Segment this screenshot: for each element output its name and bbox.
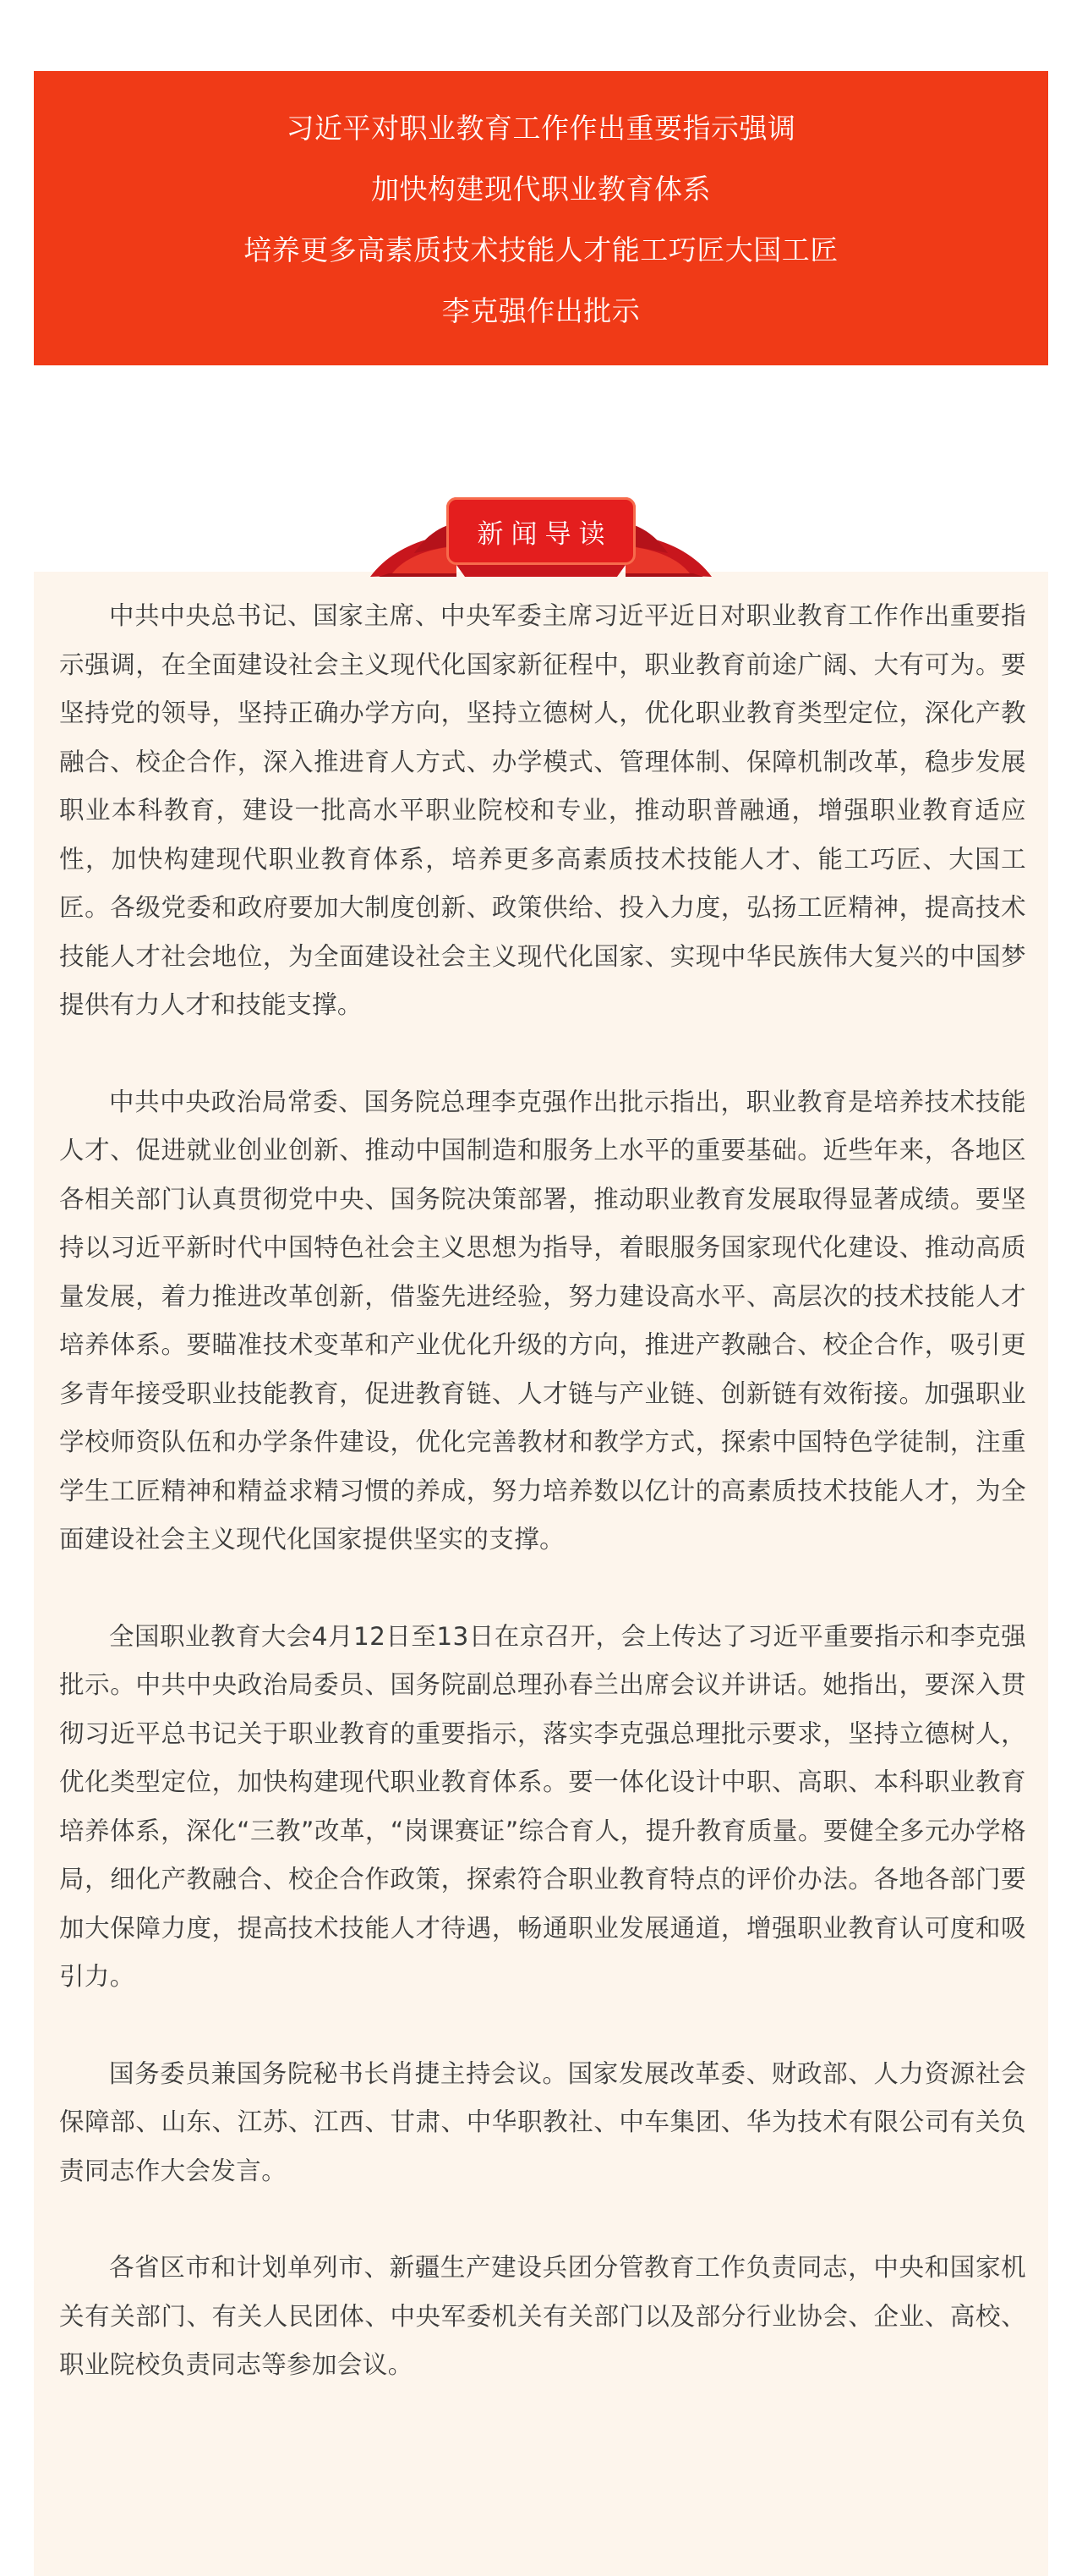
headline-banner	[34, 71, 1048, 365]
article-paragraph-2: 中共中央政治局常委、国务院总理李克强作出批示指出，职业教育是培养技术技能人才、促进就业创业创新、推动中国制造和服务上水平的重要基础。近些年来，各地区各相关部门认真贯彻党中央、国务院决策部署，推动职业教育发展取得显著成绩。要坚持以习近平新时代中国特色社会主义思想为指导，着眼服务国家现代化建设、推动高质量发展，着力推进改革创新，借鉴先进经验，努力建设高水平、高层次的技术技能人才培养体系。要瞄准技术变革和产业优化升级的方向，推进产教融合、校企合作，吸引更多青年接受职业技能教育，促进教育链、人才链与产业链、创新链有效衔接。加强职业学校师资队伍和办学条件建设，优化完善教材和教学方式，探索中国特色学徒制，注重学生工匠精神和精益求精习惯的养成，努力培养数以亿计的高素质技术技能人才，为全面建设社会主义现代化国家提供坚实的支撑。	[59, 1087, 1026, 1554]
article-paragraph-1: 中共中央总书记、国家主席、中央军委主席习近平近日对职业教育工作作出重要指示强调，在全面建设社会主义现代化国家新征程中，职业教育前途广阔、大有可为。要坚持党的领导，坚持正确办学方向，坚持立德树人，优化职业教育类型定位，深化产教融合、校企合作，深入推进育人方式、办学模式、管理体制、保障机制改革，稳步发展职业本科教育，建设一批高水平职业院校和专业，推动职普融通，增强职业教育适应性，加快构建现代职业教育体系，培养更多高素质技术技能人才、能工巧匠、大国工匠。各级党委和政府要加大制度创新、政策供给、投入力度，弘扬工匠精神，提高技术技能人才社会地位，为全面建设社会主义现代化国家、实现中华民族伟大复兴的中国梦提供有力人才和技能支撑。	[59, 601, 1026, 1019]
badge-label: 新闻导读	[477, 518, 613, 550]
section-badge	[363, 492, 719, 585]
headline-line-4: 李克强作出批示	[441, 294, 641, 327]
article-paragraph-3: 全国职业教育大会4月12日至13日在京召开，会上传达了习近平重要指示和李克强批示。中共中央政治局委员、国务院副总理孙春兰出席会议并讲话。她指出，要深入贯彻习近平总书记关于职业教育的重要指示，落实李克强总理批示要求，坚持立德树人，优化类型定位，加快构建现代职业教育体系。要一体化设计中职、高职、本科职业教育培养体系，深化“三教”改革，“岗课赛证”综合育人，提升教育质量。要健全多元办学格局，细化产教融合、校企合作政策，探索符合职业教育特点的评价办法。各地各部门要加大保障力度，提高技术技能人才待遇，畅通职业发展通道，增强职业教育认可度和吸引力。	[59, 1621, 1026, 1991]
article-paragraph-4: 国务委员兼国务院秘书长肖捷主持会议。国家发展改革委、财政部、人力资源社会保障部、山东、江苏、江西、甘肃、中华职教社、中车集团、华为技术有限公司有关负责同志作大会发言。	[59, 2058, 1026, 2185]
badge-label-box	[446, 497, 636, 565]
article-paragraph-5: 各省区市和计划单列市、新疆生产建设兵团分管教育工作负责同志，中央和国家机关有关部门、有关人民团体、中央军委机关有关部门以及部分行业协会、企业、高校、职业院校负责同志等参加会议。	[59, 2253, 1026, 2379]
article-body	[59, 592, 1026, 2438]
headline-line-2: 加快构建现代职业教育体系	[371, 173, 711, 206]
headline-line-3: 培养更多高素质技术技能人才能工巧匠大国工匠	[243, 233, 839, 266]
headline-line-1: 习近平对职业教育工作作出重要指示强调	[286, 112, 796, 145]
